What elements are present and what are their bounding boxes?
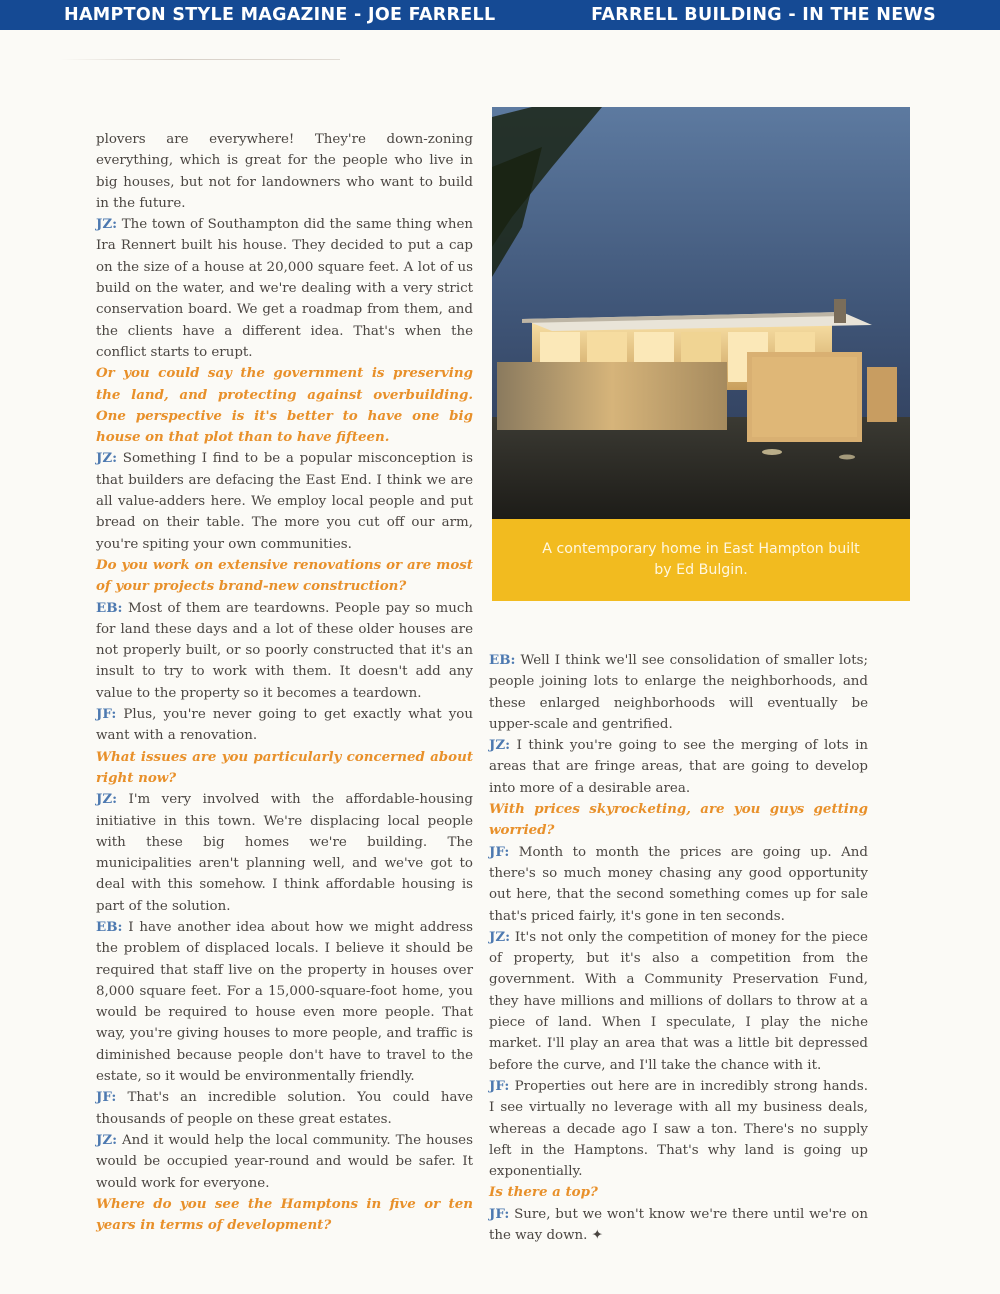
- speaker-label: JF:: [96, 706, 117, 723]
- header-bar: [0, 0, 1000, 30]
- answer-paragraph: [489, 1204, 868, 1247]
- right-column: [489, 650, 868, 1246]
- answer-text: Something I find to be a popular misconception is that builders are defacing the East End. I think we are all value-adders here. We employ local people and put bread on their table. The more you cut off our arm, you're spiting your own communities.: [96, 451, 473, 552]
- speaker-label: JF:: [489, 1077, 510, 1094]
- question-paragraph: Do you work on extensive renovations or are most of your projects brand-new construction?: [96, 556, 473, 595]
- answer-text: Most of them are teardowns. People pay so much for land these days and a lot of these older houses are not properly built, or so poorly constructed that it's an insult to try to work with them. It doesn't add any value to the property so it becomes a teardown.: [96, 600, 473, 701]
- answer-text: It's not only the competition of money for the piece of property, but it's also a competition from the government. With a Community Preservation Fund, they have millions and millions of dollars to throw at a piece of land. When I speculate, I play the niche market. I'll play an area that was a little bit depressed before the curve, and I'll take the chance with it.: [489, 929, 868, 1073]
- question-paragraph: With prices skyrocketing, are you guys getting worried?: [489, 801, 868, 839]
- answer-text: And it would help the local community. The houses would be occupied year-round and would be safer. It would work for everyone.: [96, 1132, 473, 1191]
- answer-paragraph: [489, 842, 868, 927]
- answer-paragraph: [96, 598, 473, 704]
- speaker-label: JZ:: [96, 791, 118, 808]
- answer-paragraph: [96, 1087, 473, 1130]
- answer-text: I have another idea about how we might address the problem of displaced locals. I believe it should be required that staff live on the property in houses over 8,000 square feet. For a 15,000-square-foot home, you would be required to house even more people. That way, you're giving houses to more people, and traffic is diminished because people don't have to travel to the estate, so it would be environmentally friendly.: [96, 919, 473, 1085]
- answer-text: Month to month the prices are going up. And there's so much money chasing any good opportunity out here, that the second something comes up for sale that's priced fairly, it's gone in ten seconds.: [489, 844, 868, 924]
- answer-text: Plus, you're never going to get exactly what you want with a renovation.: [96, 707, 473, 744]
- question-paragraph: What issues are you particularly concerned about right now?: [96, 748, 473, 786]
- answer-text: I think you're going to see the merging of lots in areas that are fringe areas, that are going to develop into more of a desirable area.: [489, 738, 868, 796]
- question-paragraph: Is there a top?: [489, 1184, 598, 1201]
- answer-paragraph: [489, 735, 868, 799]
- speaker-label: JZ:: [96, 450, 118, 467]
- answer-text: Properties out here are in incredibly strong hands. I see virtually no leverage with all my business deals, whereas a decade ago I saw a ton. There's no supply left in the Hamptons. That's why land is going up exponentially.: [489, 1078, 868, 1180]
- answer-paragraph: [96, 789, 473, 917]
- answer-text: The town of Southampton did the same thing when Ira Rennert built his house. They decided to put a cap on the size of a house at 20,000 square feet. A lot of us build on the water, and we're dealing with a very strict conservation board. We get a roadmap from them, and the clients have a different idea. That's when the conflict starts to erupt.: [96, 217, 473, 360]
- answer-paragraph: [96, 704, 473, 747]
- answer-text: Sure, but we won't know we're there until we're on the way down. ✦: [489, 1206, 868, 1244]
- house-illustration: [492, 107, 910, 519]
- question-paragraph: Where do you see the Hamptons in five or ten years in terms of development?: [96, 1195, 473, 1234]
- section-title: FARRELL BUILDING - IN THE NEWS: [591, 5, 936, 25]
- question-paragraph: Or you could say the government is preserving the land, and protecting against overbuilding. One perspective is it's better to have one big house on that plot than to have fifteen.: [96, 365, 473, 446]
- speaker-label: JF:: [489, 843, 510, 860]
- paragraph: [96, 129, 473, 214]
- speaker-label: JZ:: [489, 928, 511, 945]
- paragraph-text: plovers are everywhere! They're down-zoning everything, which is great for the people who live in big houses, but not for landowners who want to build in the future.: [96, 132, 473, 211]
- answer-paragraph: [489, 650, 868, 735]
- photo-caption: [492, 519, 910, 601]
- answer-text: Well I think we'll see consolidation of smaller lots; people joining lots to enlarge the neighborhoods, and these enlarged neighborhoods will eventually be upper-scale and gentrified.: [489, 653, 868, 732]
- answer-text: I'm very involved with the affordable-housing initiative in this town. We're displacing local people with these big homes we're building. The municipalities aren't planning well, and we've got to deal with this somehow. I think affordable housing is part of the solution.: [96, 792, 473, 914]
- decorative-rule: [60, 59, 340, 60]
- answer-paragraph: [96, 917, 473, 1087]
- speaker-label: JF:: [96, 1089, 117, 1106]
- speaker-label: EB:: [96, 599, 123, 616]
- caption-text: A contemporary home in East Hampton built by Ed Bulgin.: [542, 541, 860, 578]
- speaker-label: JF:: [489, 1205, 510, 1222]
- speaker-label: JZ:: [489, 737, 511, 754]
- speaker-label: EB:: [96, 918, 123, 935]
- answer-paragraph: [96, 448, 473, 554]
- answer-paragraph: [96, 1130, 473, 1194]
- answer-text: That's an incredible solution. You could have thousands of people on these great estates.: [96, 1090, 473, 1127]
- speaker-label: JZ:: [96, 1131, 118, 1148]
- answer-paragraph: [96, 214, 473, 363]
- magazine-title: HAMPTON STYLE MAGAZINE - JOE FARRELL: [64, 5, 496, 25]
- answer-paragraph: [489, 1076, 868, 1182]
- speaker-label: JZ:: [96, 216, 118, 233]
- speaker-label: EB:: [489, 652, 516, 668]
- house-photo: [492, 107, 910, 519]
- left-column: [96, 129, 473, 1236]
- answer-paragraph: [489, 927, 868, 1076]
